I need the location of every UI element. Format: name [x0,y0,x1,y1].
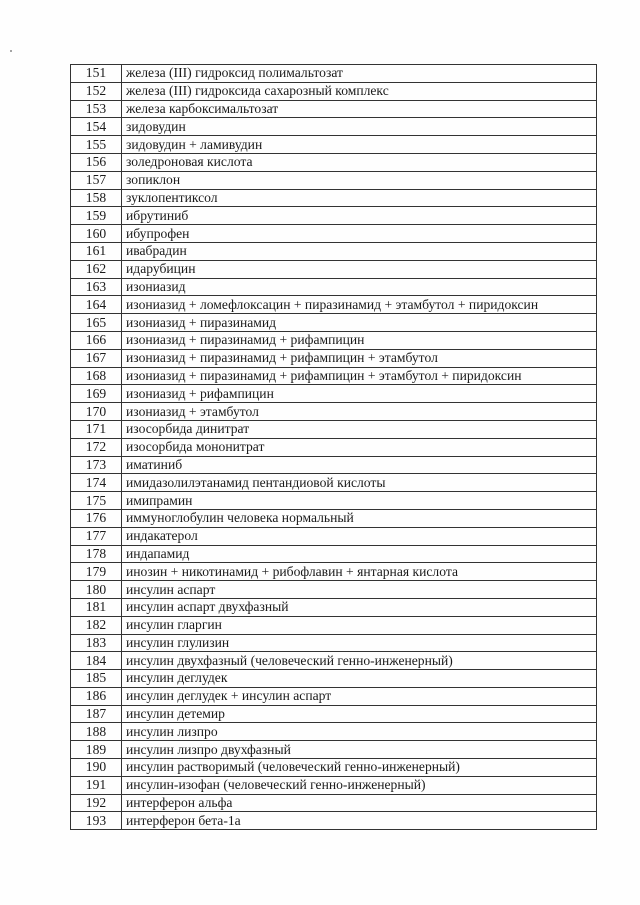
table-row [71,652,597,670]
table-row [71,296,597,314]
drug-name: индакатерол [122,527,597,545]
drug-name: инсулин глулизин [122,634,597,652]
table-row [71,563,597,581]
scan-speck [10,50,12,52]
table-row [71,65,597,83]
drug-name: зидовудин [122,118,597,136]
row-number: 183 [71,634,122,652]
table-row [71,545,597,563]
row-number: 156 [71,153,122,171]
table-row [71,260,597,278]
row-number: 171 [71,420,122,438]
row-number: 153 [71,100,122,118]
drug-name: идарубицин [122,260,597,278]
row-number: 190 [71,759,122,777]
table-row [71,153,597,171]
drug-list-table [70,64,597,830]
table-row [71,634,597,652]
table-row [71,581,597,599]
row-number: 164 [71,296,122,314]
row-number: 180 [71,581,122,599]
row-number: 162 [71,260,122,278]
drug-name: изосорбида динитрат [122,420,597,438]
row-number: 179 [71,563,122,581]
table-row [71,670,597,688]
table-row [71,598,597,616]
drug-name: изосорбида мононитрат [122,438,597,456]
table-row [71,616,597,634]
drug-name: изониазид + пиразинамид + рифампицин + этамбутол [122,349,597,367]
row-number: 181 [71,598,122,616]
table-row [71,242,597,260]
drug-name: железа (III) гидроксид полимальтозат [122,65,597,83]
drug-name: ивабрадин [122,242,597,260]
row-number: 189 [71,741,122,759]
table-row [71,776,597,794]
drug-name: изониазид + рифампицин [122,385,597,403]
drug-name: ибрутиниб [122,207,597,225]
drug-name: иматиниб [122,456,597,474]
row-number: 182 [71,616,122,634]
drug-name: интерферон альфа [122,794,597,812]
table-row [71,759,597,777]
drug-name: инсулин лизпро [122,723,597,741]
drug-name: зуклопентиксол [122,189,597,207]
row-number: 152 [71,82,122,100]
drug-name: имидазолилэтанамид пентандиовой кислоты [122,474,597,492]
table-row [71,492,597,510]
drug-name: изониазид + ломефлоксацин + пиразинамид + этамбутол + пиридоксин [122,296,597,314]
table-row [71,189,597,207]
row-number: 174 [71,474,122,492]
row-number: 173 [71,456,122,474]
drug-name: ибупрофен [122,225,597,243]
drug-name: инсулин растворимый (человеческий генно-инженерный) [122,759,597,777]
drug-name: зидовудин + ламивудин [122,136,597,154]
row-number: 169 [71,385,122,403]
drug-name: инозин + никотинамид + рибофлавин + янтарная кислота [122,563,597,581]
table-row [71,812,597,830]
table-row [71,794,597,812]
row-number: 185 [71,670,122,688]
row-number: 158 [71,189,122,207]
row-number: 178 [71,545,122,563]
table-row [71,367,597,385]
row-number: 170 [71,403,122,421]
drug-name: железа (III) гидроксида сахарозный комплекс [122,82,597,100]
row-number: 159 [71,207,122,225]
drug-name: имипрамин [122,492,597,510]
drug-name: инсулин деглудек + инсулин аспарт [122,687,597,705]
table-row [71,82,597,100]
drug-name: интерферон бета-1а [122,812,597,830]
table-row [71,278,597,296]
row-number: 186 [71,687,122,705]
drug-name: изониазид [122,278,597,296]
drug-name: зопиклон [122,171,597,189]
table-row [71,314,597,332]
table-row [71,509,597,527]
row-number: 160 [71,225,122,243]
drug-name: изониазид + этамбутол [122,403,597,421]
row-number: 172 [71,438,122,456]
row-number: 192 [71,794,122,812]
table-row [71,438,597,456]
table-row [71,118,597,136]
drug-name: инсулин двухфазный (человеческий генно-инженерный) [122,652,597,670]
drug-name: инсулин гларгин [122,616,597,634]
row-number: 193 [71,812,122,830]
drug-name: инсулин аспарт двухфазный [122,598,597,616]
drug-name: изониазид + пиразинамид [122,314,597,332]
table-row [71,741,597,759]
row-number: 167 [71,349,122,367]
row-number: 175 [71,492,122,510]
row-number: 151 [71,65,122,83]
row-number: 176 [71,509,122,527]
row-number: 163 [71,278,122,296]
table-row [71,705,597,723]
row-number: 166 [71,331,122,349]
table-row [71,136,597,154]
table-row [71,225,597,243]
drug-name: инсулин аспарт [122,581,597,599]
row-number: 184 [71,652,122,670]
table-row [71,456,597,474]
row-number: 188 [71,723,122,741]
row-number: 154 [71,118,122,136]
drug-list-body [71,65,597,830]
drug-name: инсулин лизпро двухфазный [122,741,597,759]
row-number: 157 [71,171,122,189]
row-number: 191 [71,776,122,794]
table-row [71,207,597,225]
row-number: 155 [71,136,122,154]
drug-name: индапамид [122,545,597,563]
table-row [71,527,597,545]
drug-name: изониазид + пиразинамид + рифампицин [122,331,597,349]
table-row [71,331,597,349]
table-row [71,385,597,403]
table-row [71,474,597,492]
table-row [71,100,597,118]
row-number: 161 [71,242,122,260]
drug-name: железа карбоксимальтозат [122,100,597,118]
drug-name: инсулин-изофан (человеческий генно-инженерный) [122,776,597,794]
row-number: 177 [71,527,122,545]
drug-name: изониазид + пиразинамид + рифампицин + этамбутол + пиридоксин [122,367,597,385]
table-row [71,687,597,705]
row-number: 187 [71,705,122,723]
row-number: 168 [71,367,122,385]
drug-name: инсулин детемир [122,705,597,723]
drug-name: иммуноглобулин человека нормальный [122,509,597,527]
drug-name: инсулин деглудек [122,670,597,688]
drug-name: золедроновая кислота [122,153,597,171]
table-row [71,420,597,438]
table-row [71,171,597,189]
row-number: 165 [71,314,122,332]
table-row [71,403,597,421]
table-row [71,723,597,741]
table-row [71,349,597,367]
